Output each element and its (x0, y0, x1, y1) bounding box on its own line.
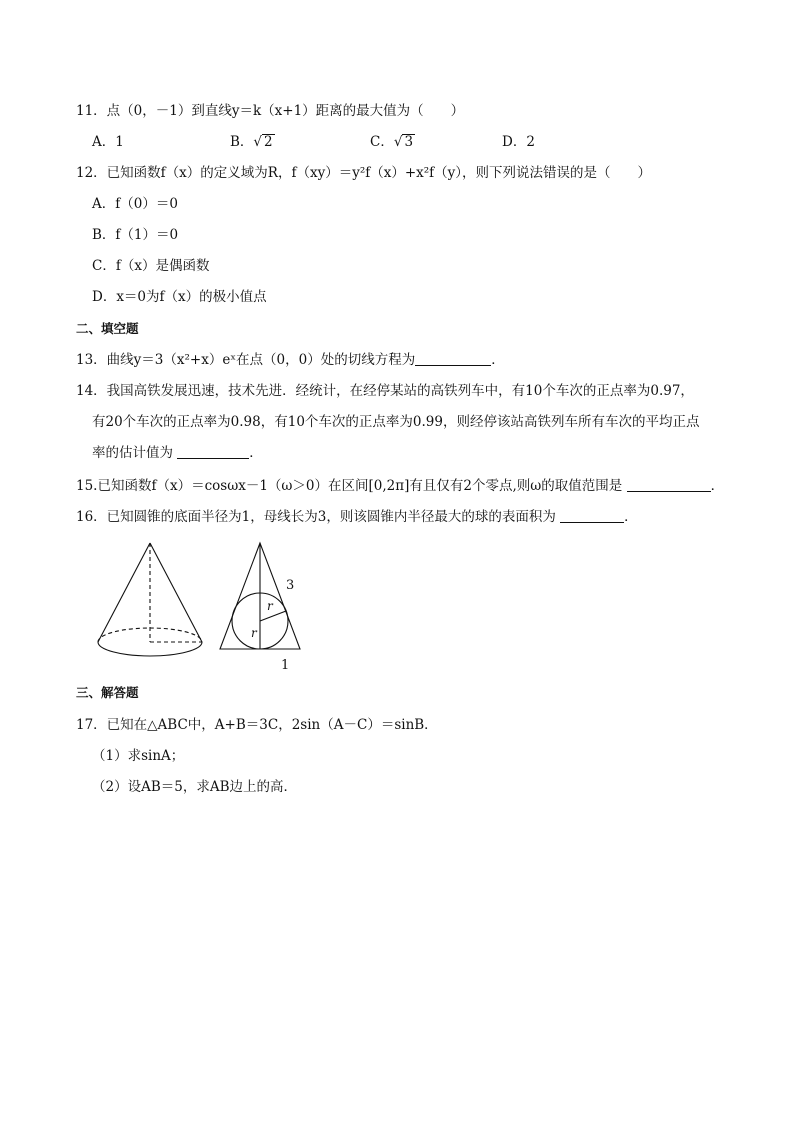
radius-label-upper: r (267, 599, 273, 613)
question-14-line-1: 14．我国高铁发展迅速，技术先进．经统计，在经停某站的高铁列车中，有10个车次的正点率为0.97， (76, 383, 694, 399)
question-17-part-1: （1）求sinA； (92, 748, 185, 764)
question-17-part-2: （2）设AB＝5，求AB边上的高． (92, 779, 298, 795)
slant-height-label: 3 (286, 578, 295, 593)
q11-option-c: C．√ 3 (370, 134, 414, 150)
cone-figure (92, 535, 322, 675)
q11-option-b: B．√ 2 (230, 134, 273, 150)
section-fill-in-heading: 二、填空题 (76, 321, 139, 336)
question-16: 16．已知圆锥的底面半径为1，母线长为3，则该圆锥内半径最大的球的表面积为 ． (76, 509, 638, 525)
answer-blank[interactable] (415, 353, 491, 366)
question-14-line-3: 率的估计值为 ． (92, 445, 263, 461)
q12-option-c: C．f（x）是偶函数 (92, 258, 210, 274)
cone-3d-drawing (98, 543, 202, 656)
question-17-stem: 17．已知在△ABC中，A+B＝3C，2sin（A－C）＝sinB． (76, 717, 438, 733)
answer-blank[interactable] (177, 446, 249, 459)
answer-blank[interactable] (560, 510, 624, 523)
question-14-line-2: 有20个车次的正点率为0.98，有10个车次的正点率为0.99，则经停该站高铁列车所有车次的平均正点 (92, 414, 700, 430)
q11-option-a: A．1 (92, 134, 124, 150)
q11-option-d: D．2 (502, 134, 535, 150)
answer-blank[interactable] (627, 479, 711, 492)
cross-section-drawing (220, 543, 300, 649)
question-11-stem: 11．点（0，－1）到直线y＝k（x+1）距离的最大值为（ ） (76, 103, 465, 119)
q12-option-d: D．x＝0为f（x）的极小值点 (92, 289, 267, 305)
radius-label-lower: r (251, 626, 257, 640)
q12-option-a: A．f（0）＝0 (92, 196, 178, 212)
question-15: 15.已知函数f（x）＝cosωx－1（ω＞0）在区间[0,2π]有且仅有2个零点,则ω的取值范围是 ． (76, 478, 725, 494)
base-radius-label: 1 (281, 658, 290, 673)
q12-option-b: B．f（1）＝0 (92, 227, 179, 243)
question-12-stem: 12．已知函数f（x）的定义域为R，f（xy）＝y²f（x）+x²f（y），则下列说法错误的是（ ） (76, 165, 652, 181)
section-solution-heading: 三、解答题 (76, 685, 139, 700)
question-13: 13．曲线y＝3（x²+x）eˣ在点（0，0）处的切线方程为 ． (76, 352, 505, 368)
